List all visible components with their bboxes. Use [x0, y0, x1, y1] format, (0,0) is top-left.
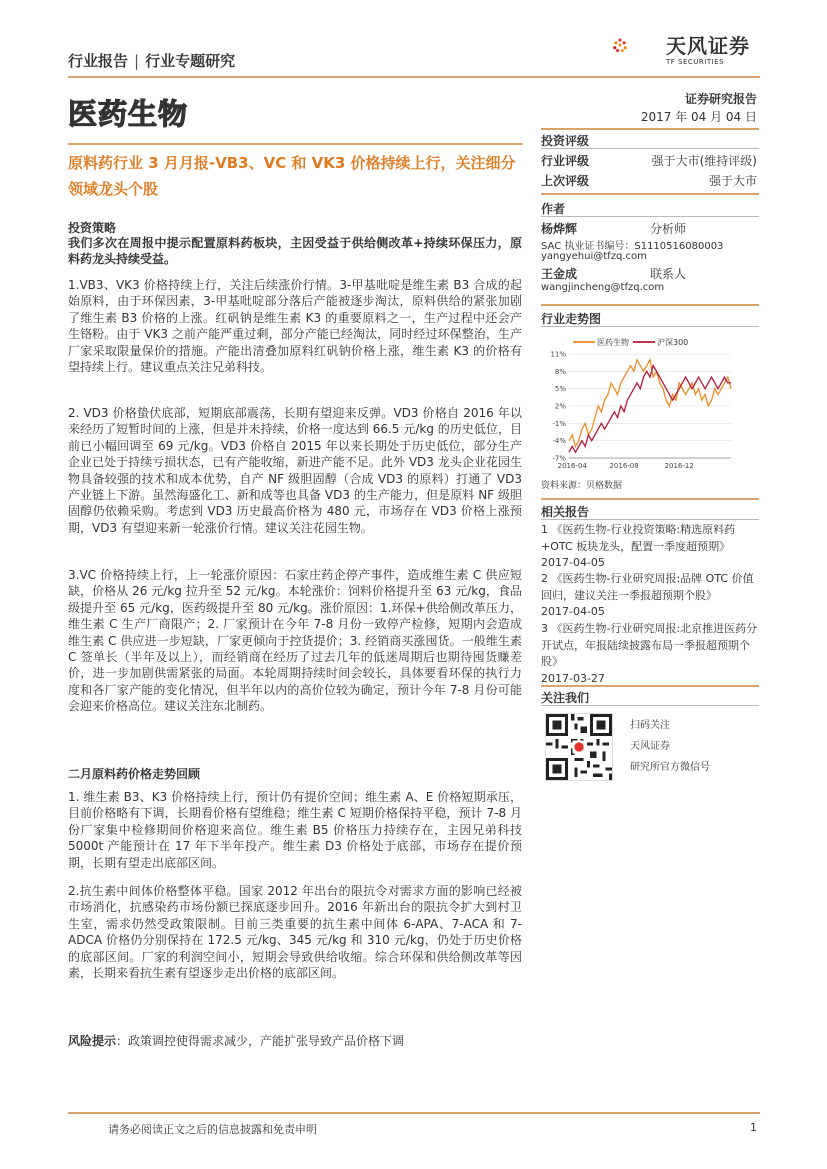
author-2-email[interactable]: wangjincheng@tfzq.com [541, 282, 665, 293]
disclaimer: 请务必阅读正文之后的信息披露和免责申明 [108, 1123, 317, 1136]
author-1-role: 分析师 [650, 222, 687, 236]
last-rating-value: 强于大市 [708, 174, 757, 188]
follow-line-2: 天风证券 [630, 741, 670, 752]
review-heading: 二月原料药价格走势回顾 [68, 767, 201, 781]
related-report-3[interactable] [541, 621, 759, 687]
rating-top-rule [541, 128, 759, 130]
legend-label: 医药生物 [597, 338, 629, 347]
report-type: 证券研究报告 [684, 92, 757, 106]
logo-cn: 天风证券 [666, 34, 750, 58]
strategy-summary: 我们多次在周报中提示配置原料药板块，主因受益于供给侧改革+持续环保压力，原料药龙头持续受益。 [68, 236, 522, 267]
related-report-3-date: 2017-03-27 [541, 671, 605, 685]
author-2-role: 联系人 [650, 267, 687, 281]
series-line-沪深300 [569, 366, 731, 453]
x-tick-label: 2016-04 [557, 462, 587, 470]
strategy-paragraph-1: 1.VB3、VK3 价格持续上行，关注后续涨价行情。3-甲基吡啶是维生素 B3 合成的起始原料，由于环保因素，3-甲基吡啶部分落后产能被逐步淘汰，原料供给的紧张加剧了维生素 B3 价格的上涨。红矾钠是维生素 K3 的重要原料之一，生产过程中还会产生铬粉。由于 VK3 之前产能严重过剩，部分产能已经淘汰，同时经过环保整治，生产厂家采取限量保价的措施。产能出清叠加原料红矾钠价格上涨，维生素 K3 的价格有望持续上行。建议重点关注兄弟科技。 [68, 278, 522, 375]
y-tick-label: 8% [554, 367, 566, 376]
author-2-name: 王金成 [541, 267, 578, 281]
legend-label: 沪深300 [657, 338, 689, 347]
related-heading: 相关报告 [541, 505, 590, 519]
y-tick-label: -1% [552, 419, 566, 428]
rating-rule [541, 148, 759, 149]
review-paragraph-2: 2.抗生素中间体价格整体平稳。国家 2012 年出台的限抗令对需求方面的影响已经被市场消化，抗感染药市场份额已探底逐步回升。2016 年新出台的限抗令扩大到村卫生室，需求仍然受政策限制。目前三类重要的抗生素中间体 6-APA、7-ACA 和 7-ADCA 价格仍分别保持在 172.5 元/kg、345 元/kg 和 310 元/kg，仍处于历史价格的底部区间。厂家的利润空间小，短期会导致供给收缩。综合环保和供给侧改革等因素，长期来看抗生素有望逐步走出价格的底部区间。 [68, 884, 522, 981]
tf-logo-icon [612, 20, 664, 72]
footer-divider [68, 1112, 760, 1114]
x-tick-label: 2016-12 [664, 462, 694, 470]
page-number: 1 [750, 1121, 757, 1134]
risk-text: ：政策调控使得需求减少，产能扩张导致产品价格下调 [116, 1034, 405, 1048]
rating-heading: 投资评级 [541, 134, 590, 148]
related-report-1-title[interactable]: 1 《医药生物-行业投资策略:精选原料药+OTC 板块龙头，配置一季度超预期》 [541, 523, 736, 553]
review-paragraph-1: 1. 维生素 B3、K3 价格持续上行，预计仍有提价空间；维生素 A、E 价格短期承压，目前价格略有下调，长期看价格有望维稳；维生素 C 短期价格保持平稳，预计 7-8 月份厂家集中检修期间价格迎来高位。维生素 B5 价格压力持续存在，主因兄弟科技 5000t 产能预计在 17 年下半年投产。维生素 D3 价格处于底部，市场存在提价预期，长期有望走出底部区间。 [68, 790, 522, 870]
y-tick-label: -4% [552, 437, 566, 446]
industry-trend-chart [541, 334, 759, 472]
author-1-cert: SAC 执业证书编号：S1110516080003 [541, 241, 724, 252]
risk-note [68, 1032, 404, 1049]
related-report-2-date: 2017-04-05 [541, 605, 605, 618]
strategy-paragraph-2: 2. VD3 价格蛰伏底部，短期底部震荡，长期有望迎来反弹。VD3 价格自 2016 年以来经历了短暂时间的上涨，但是并未持续，价格一度达到 66.5 元/kg 的历史低位，目前已小幅回调至 69 元/kg。VD3 价格自 2015 年以来长期处于历史低位，部分生产企业已处于持续亏损状态，已有产能收缩，新进产能不足。此外 VD3 龙头企业花园生物具备较强的技术和成本优势，自产 NF 级胆固醇（合成 VD3 的原料）打通了 VD3 产业链上下游。虽然海盛化工、新和成等也具备 VD3 的生产能力，但是原料 NF 级胆固醇仍依赖采购。考虑到 VD3 历史最高价格为 480 元，市场存在 VD3 价格上涨预期，VD3 有望迎来新一轮涨价行情。建议关注花园生物。 [68, 406, 522, 535]
industry-rating-value: 强于大市(维持评级) [651, 154, 757, 168]
y-tick-label: 5% [554, 385, 566, 394]
y-tick-label: 2% [554, 402, 566, 411]
industry-rating-label: 行业评级 [541, 154, 590, 168]
follow-heading: 关注我们 [541, 691, 590, 705]
authors-heading: 作者 [541, 202, 566, 216]
chart-heading: 行业走势图 [541, 312, 602, 326]
authors-rule [541, 216, 759, 217]
chart-rule [541, 326, 759, 327]
sector-title: 医药生物 [68, 97, 189, 131]
follow-line-1: 扫码关注 [630, 720, 670, 731]
author-1-email[interactable]: yangyehui@tfzq.com [541, 251, 647, 262]
related-report-2-title[interactable]: 2 《医药生物-行业研究周报:品牌 OTC 价值回归，建议关注一季报超预期个股》 [541, 572, 754, 602]
author-1-name: 杨烨辉 [541, 222, 578, 236]
logo-en: TF SECURITIES [666, 58, 725, 66]
authors-top-rule [541, 193, 759, 195]
title-divider [68, 143, 523, 145]
qr-code-icon[interactable] [545, 713, 613, 781]
strategy-paragraph-3: 3.VC 价格持续上行，上一轮涨价原因：石家庄药企停产事件，造成维生素 C 供应短缺，价格从 26 元/kg 拉升至 52 元/kg。本轮涨价：饲料价格提升至 63 元/kg，食品级提升至 65 元/kg，医药级提升至 80 元/kg。涨价原因：1.环保+供给侧改革压力，维生素 C 生产厂商限产；2. 厂家预计在今年 7-8 月份一致停产检修，短期内会造成维生素 C 供应进一步短缺，厂家更倾向于控货提价；3. 经销商买涨囤货。一般维生素 C 签单长（半年及以上），而经销商在经历了过去几年的低迷周期后也期待囤货赚差价，进一步加剧供需紧张的局面。本轮周期持续时间会较长，具体要看环保的执行力度和各厂家产能的变化情况，但半年以内的高价位较为确定，预计今年 7-8 月份可能会迎来价格高位。建议关注东北制药。 [68, 568, 522, 714]
report-title: 原料药行业 3 月月报-VB3、VC 和 VK3 价格持续上行，关注细分领域龙头个股 [68, 154, 516, 198]
related-report-2[interactable] [541, 571, 759, 621]
chart-top-rule [541, 304, 759, 306]
report-category [68, 50, 235, 71]
category: 行业报告 [68, 52, 129, 70]
related-top-rule [541, 498, 759, 500]
related-report-1[interactable] [541, 522, 759, 572]
related-rule [541, 519, 759, 520]
follow-top-rule [541, 685, 759, 687]
header-divider [68, 76, 760, 78]
follow-rule [541, 705, 759, 706]
separator: | [134, 52, 140, 70]
strategy-heading: 投资策略 [68, 221, 117, 235]
subcategory: 行业专题研究 [145, 52, 236, 70]
chart-source: 资料来源：贝格数据 [541, 481, 623, 491]
report-date: 2017 年 04 月 04 日 [640, 110, 757, 124]
related-report-3-title[interactable]: 3 《医药生物-行业研究周报:北京推进医药分开试点，年报陆续披露布局一季报超预期个股》 [541, 622, 758, 668]
related-report-1-date: 2017-04-05 [541, 556, 605, 569]
last-rating-label: 上次评级 [541, 174, 590, 188]
series-line-医药生物 [569, 360, 731, 447]
follow-line-3: 研究所官方微信号 [630, 762, 710, 773]
y-tick-label: 11% [550, 350, 566, 359]
x-tick-label: 2016-08 [609, 462, 639, 470]
y-tick-label: -7% [552, 454, 566, 463]
risk-label: 风险提示 [68, 1034, 117, 1048]
